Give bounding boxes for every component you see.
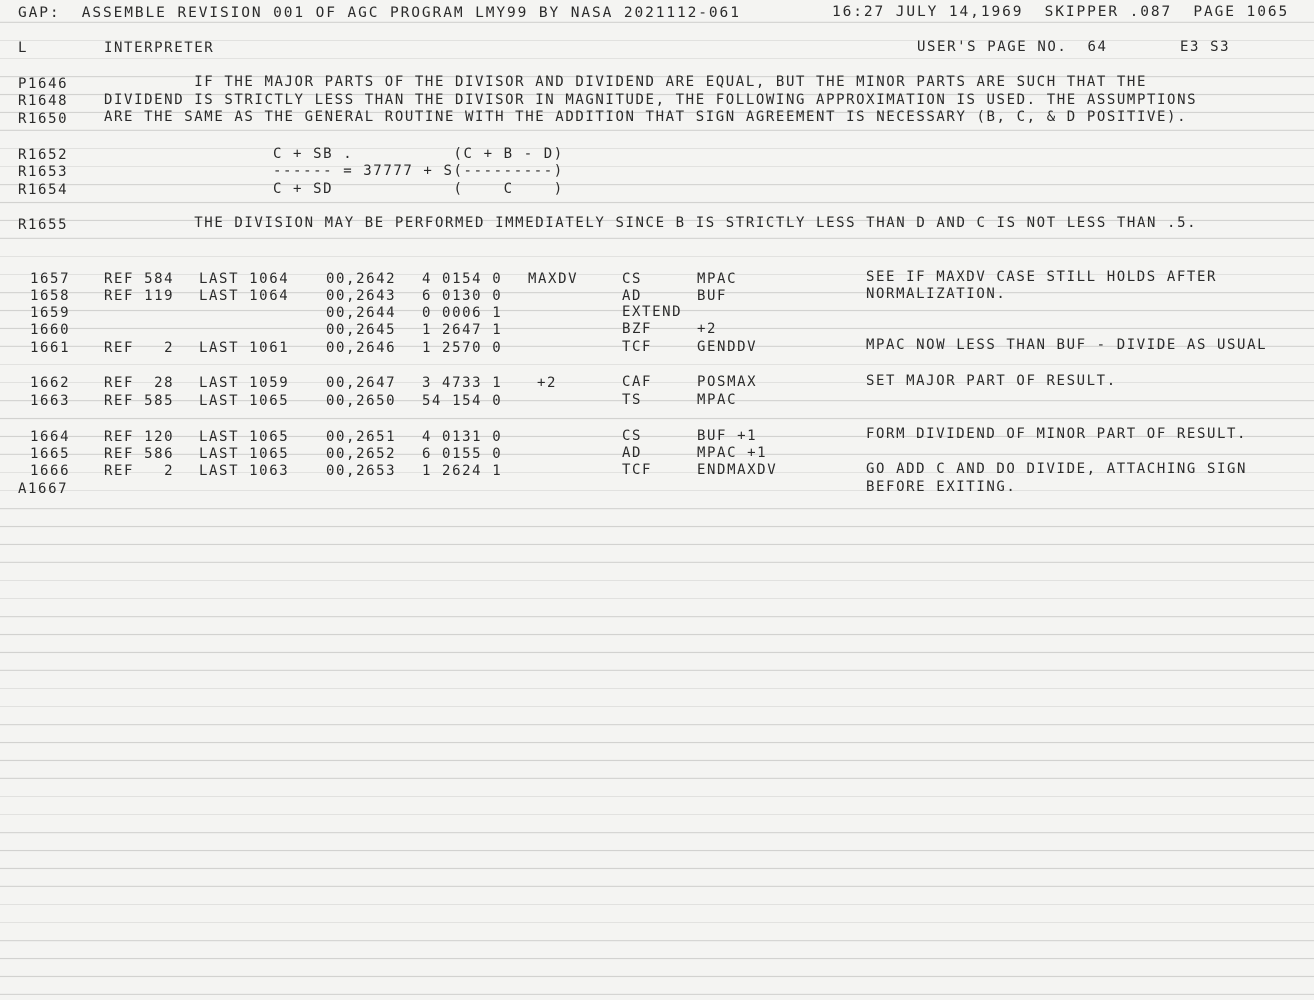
opcode-field: BZF [622,321,653,337]
octal-word: 1 2570 0 [422,340,503,356]
operand-field: MPAC +1 [697,445,768,461]
code-comment: GO ADD C AND DO DIVIDE, ATTACHING SIGN [866,461,1248,477]
operand-field: BUF [697,288,728,304]
address-field: 00,2650 [326,393,397,409]
ref-field: REF 119 [104,288,175,304]
ref-field: REF 585 [104,393,175,409]
address-field: 00,2644 [326,305,397,321]
last-field: LAST 1064 [199,271,290,287]
opcode-field: TCF [622,462,653,478]
address-field: 00,2653 [326,463,397,479]
ref-field: REF 2 [104,340,175,356]
operand-field: POSMAX [697,374,758,390]
header-timestamp: 16:27 JULY 14,1969 SKIPPER .087 PAGE 1065 [832,4,1290,20]
line-number: 1663 [30,393,71,409]
octal-word: 4 0154 0 [422,271,503,287]
last-field: LAST 1064 [199,288,290,304]
sheet-code: E3 S3 [1180,39,1231,55]
operand-field: BUF +1 [697,428,758,444]
address-field: 00,2646 [326,340,397,356]
header-title: GAP: ASSEMBLE REVISION 001 OF AGC PROGRAM LMY99 BY NASA 2021112-061 [18,5,741,21]
address-field: 00,2652 [326,446,397,462]
ref-field: REF 586 [104,446,175,462]
last-field: LAST 1059 [199,375,290,391]
line-number: A1667 [18,481,69,497]
users-page-number: USER'S PAGE NO. 64 [917,39,1108,55]
comment-text: ARE THE SAME AS THE GENERAL ROUTINE WITH THE ADDITION THAT SIGN AGREEMENT IS NECESSARY (B, C, & D POSITIVE). [104,109,1188,125]
opcode-field: AD [622,288,643,304]
last-field: LAST 1065 [199,429,290,445]
last-field: LAST 1063 [199,463,290,479]
code-comment: SET MAJOR PART OF RESULT. [866,373,1117,389]
operand-field: GENDDV [697,339,758,355]
formula-line: C + SD ( C ) [273,181,564,197]
line-id: R1653 [18,164,69,180]
address-field: 00,2645 [326,322,397,338]
line-number: 1661 [30,340,71,356]
line-number: 1665 [30,446,71,462]
last-field: LAST 1061 [199,340,290,356]
code-comment: FORM DIVIDEND OF MINOR PART OF RESULT. [866,426,1248,442]
octal-word: 6 0155 0 [422,446,503,462]
line-number: 1664 [30,429,71,445]
line-id: R1655 [18,217,69,233]
formula-line: ------ = 37777 + S(---------) [273,163,564,179]
code-comment: BEFORE EXITING. [866,479,1017,495]
opcode-field: CS [622,428,643,444]
octal-word: 3 4733 1 [422,375,503,391]
opcode-field: CS [622,271,643,287]
ref-field: REF 584 [104,271,175,287]
comment-text: DIVIDEND IS STRICTLY LESS THAN THE DIVISOR IN MAGNITUDE, THE FOLLOWING APPROXIMATION IS USED. THE ASSUMPTIONS [104,92,1198,108]
label-field: +2 [537,375,558,391]
line-id: P1646 [18,76,69,92]
address-field: 00,2642 [326,271,397,287]
last-field: LAST 1065 [199,393,290,409]
opcode-field: EXTEND [622,304,683,320]
line-number: 1658 [30,288,71,304]
line-number: 1659 [30,305,71,321]
octal-word: 54 154 0 [422,393,503,409]
last-field: LAST 1065 [199,446,290,462]
opcode-field: AD [622,445,643,461]
octal-word: 6 0130 0 [422,288,503,304]
octal-word: 1 2624 1 [422,463,503,479]
line-number: 1666 [30,463,71,479]
code-comment: SEE IF MAXDV CASE STILL HOLDS AFTER [866,269,1218,285]
line-number: 1662 [30,375,71,391]
section-title: INTERPRETER [104,40,215,56]
opcode-field: TCF [622,339,653,355]
octal-word: 4 0131 0 [422,429,503,445]
formula-line: C + SB . (C + B - D) [273,146,564,162]
line-id: R1652 [18,147,69,163]
note-text: THE DIVISION MAY BE PERFORMED IMMEDIATELY SINCE B IS STRICTLY LESS THAN D AND C IS NOT LESS THAN .5. [104,215,1198,231]
ref-field: REF 28 [104,375,175,391]
ref-field: REF 2 [104,463,175,479]
operand-field: MPAC [697,392,738,408]
comment-text: IF THE MAJOR PARTS OF THE DIVISOR AND DIVIDEND ARE EQUAL, BUT THE MINOR PARTS ARE SUCH THAT THE [104,74,1147,90]
code-comment: NORMALIZATION. [866,286,1007,302]
opcode-field: TS [622,392,643,408]
address-field: 00,2643 [326,288,397,304]
line-number: 1660 [30,322,71,338]
operand-field: MPAC [697,271,738,287]
header-log-letter: L [18,40,29,56]
address-field: 00,2647 [326,375,397,391]
ref-field: REF 120 [104,429,175,445]
line-id: R1648 [18,93,69,109]
address-field: 00,2651 [326,429,397,445]
octal-word: 1 2647 1 [422,322,503,338]
code-comment: MPAC NOW LESS THAN BUF - DIVIDE AS USUAL [866,337,1268,353]
octal-word: 0 0006 1 [422,305,503,321]
line-number: 1657 [30,271,71,287]
label-field: MAXDV [528,271,579,287]
opcode-field: CAF [622,374,653,390]
operand-field: +2 [697,321,718,337]
line-id: R1650 [18,111,69,127]
line-id: R1654 [18,182,69,198]
operand-field: ENDMAXDV [697,462,778,478]
